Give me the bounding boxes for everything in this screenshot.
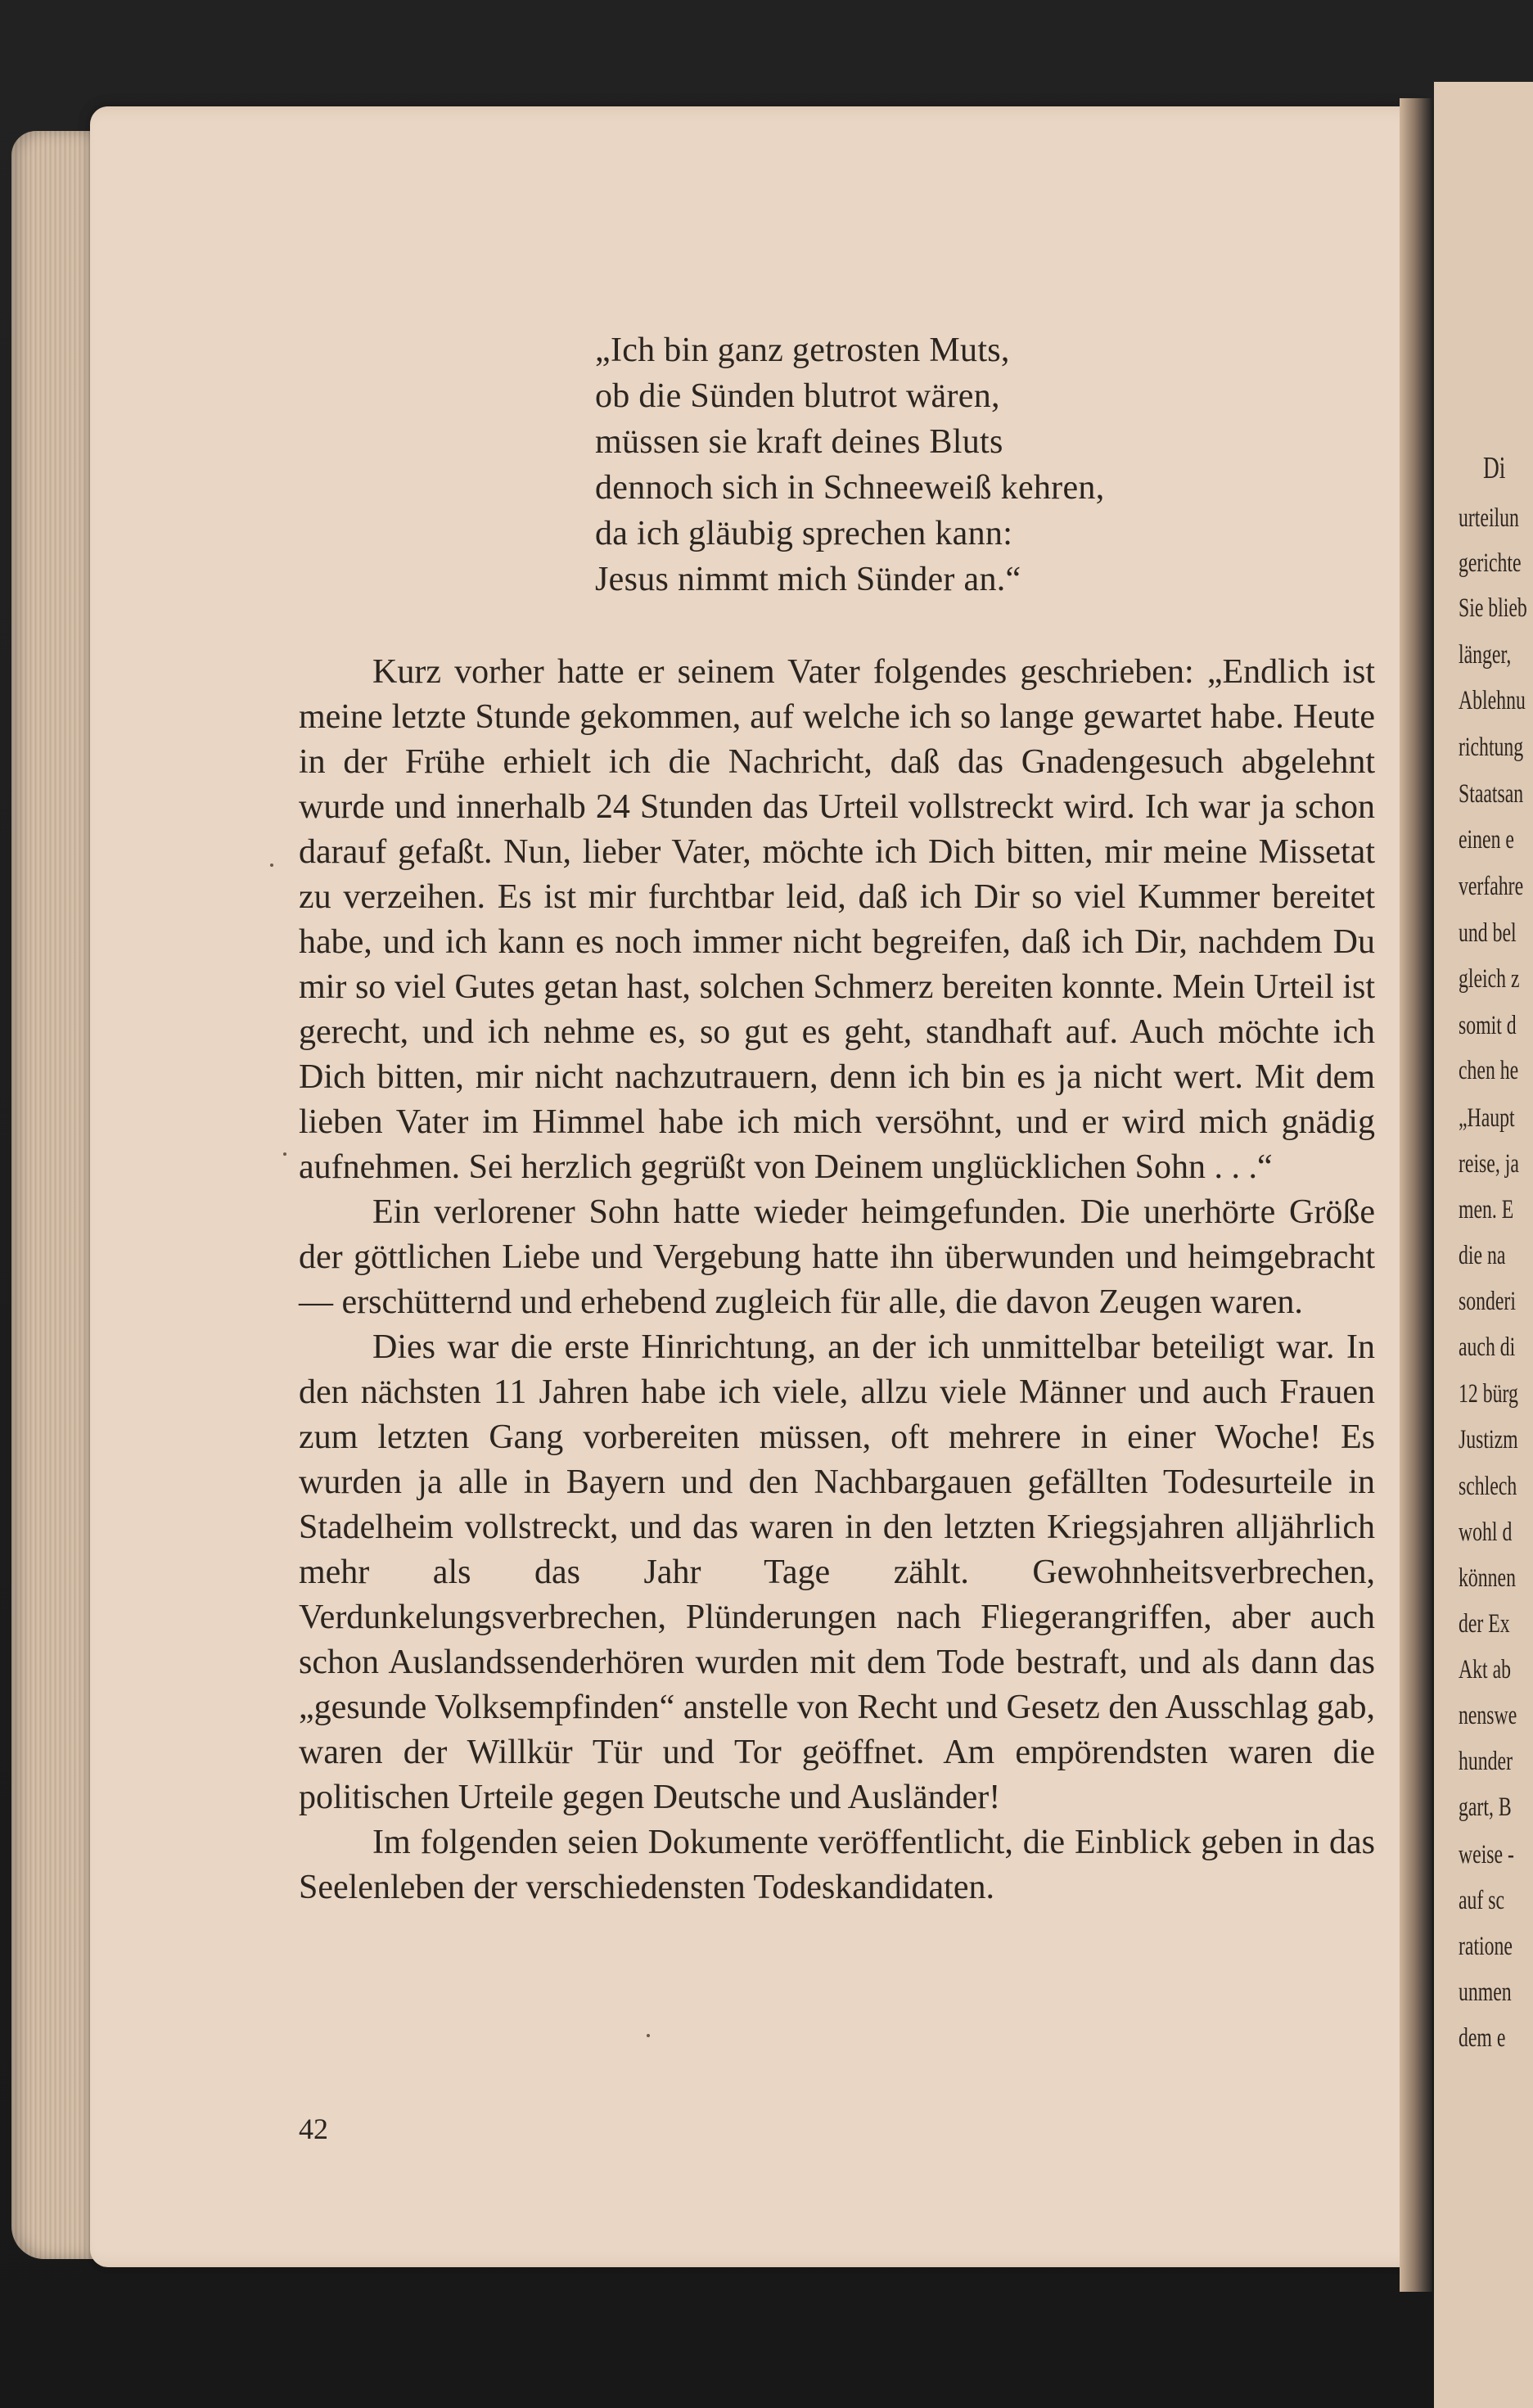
next-page-line: urteilun <box>1459 503 1519 533</box>
next-page-line: auf sc <box>1459 1886 1505 1915</box>
verse-line: da ich gläubig sprechen kann: <box>595 515 1013 552</box>
paragraph: Kurz vorher hatte er seinem Vater folgendes geschrieben: „Endlich ist meine letzte Stunde gekommen, auf welche ich so lange gewartet habe. Heute in der Frühe erhielt ich die Nachricht, daß das Gnadengesuch abgelehnt wurde und innerhalb 24 Stunden das Urteil vollstreckt wird. Ich war ja schon darauf gefaßt. Nun, lieber Vater, möchte ich Dich bitten, mir meine Missetat zu verzeihen. Es ist mir furchtbar leid, daß ich Dir so viel Kummer bereitet habe, und ich kann es noch immer nicht begreifen, daß ich Dir, nachdem Du mir so viel Gutes getan hast, solchen Schmerz bereiten konnte. Mein Urteil ist gerecht, und ich nehme es, so gut es geht, standhaft auf. Auch möchte ich Dich bitten, mir nicht nachzutrauern, denn ich bin es ja nicht wert. Mit dem lieben Vater im Himmel habe ich mich versöhnt, und er wird mich gnädig aufnehmen. Sei herzlich gegrüßt von Deinem unglücklichen Sohn . . .“ <box>299 653 1375 1186</box>
next-page-line: können <box>1459 1563 1516 1593</box>
book-gutter <box>1400 98 1432 2292</box>
verse-line: Jesus nimmt mich Sünder an.“ <box>595 561 1021 598</box>
next-page-line: sonderi <box>1459 1287 1516 1316</box>
next-page-line: men. E <box>1459 1195 1514 1224</box>
next-page-line: reise, ja <box>1459 1149 1519 1179</box>
next-page-line: dem e <box>1459 2023 1506 2053</box>
paragraph: Ein verlorener Sohn hatte wieder heimgefunden. Die unerhörte Größe der göttlichen Liebe und Vergebung hatte ihn überwunden und heimgebracht — erschütternd und erhebend zugleich für alle, die davon Zeugen waren. <box>299 1193 1375 1321</box>
page-text <box>299 327 1375 1910</box>
next-page-line: länger, <box>1459 640 1512 670</box>
paper-speck <box>283 1152 286 1156</box>
next-page-line: schlech <box>1459 1472 1517 1501</box>
next-page-line: gleich z <box>1459 964 1520 994</box>
next-page-line: nenswe <box>1459 1701 1517 1730</box>
paper-speck <box>270 864 273 867</box>
next-page-line: ratione <box>1459 1932 1513 1961</box>
next-page-line: Staatsan <box>1459 779 1524 809</box>
paragraph: Dies war die erste Hinrichtung, an der ich unmittelbar beteiligt war. In den nächsten 11 Jahren habe ich viele, allzu viele Männer und auch Frauen zum letzten Gang vorbereiten müssen, oft mehrere in einer Woche! Es wurden ja alle in Bayern und den Nachbargauen gefällten Todesurteile in Stadelheim vollstreckt, und das waren in den letzten Kriegsjahren alljährlich mehr als das Jahr Tage zählt. Gewohnheitsverbrechen, Verdunkelungsverbrechen, Plünderungen nach Fliegerangriffen, aber auch schon Auslandssenderhören wurden mit dem Tode bestraft, und als dann das „gesunde Volksempfinden“ anstelle von Recht und Gesetz den Ausschlag gab, waren der Willkür Tür und Tor geöffnet. Am empörendsten waren die politischen Urteile gegen Deutsche und Ausländer! <box>299 1328 1375 1816</box>
next-page-line: weise - <box>1459 1840 1514 1869</box>
paragraph: Im folgenden seien Dokumente veröffentlicht, die Einblick geben in das Seelenleben der verschiedensten Todeskandidaten. <box>299 1824 1375 1906</box>
next-page-line: einen e <box>1459 825 1514 855</box>
hymn-verse <box>595 327 1375 602</box>
next-page-line: richtung <box>1459 733 1524 762</box>
next-page-line: unmen <box>1459 1977 1512 2007</box>
verse-line: ob die Sünden blutrot wären, <box>595 377 1000 415</box>
next-page-line: chen he <box>1459 1056 1519 1085</box>
next-page-line: hunder <box>1459 1747 1513 1776</box>
next-page-line: somit d <box>1459 1011 1517 1040</box>
paper-speck <box>647 2034 650 2037</box>
next-page-line: Akt ab <box>1459 1655 1512 1684</box>
next-page-line: gart, B <box>1459 1792 1512 1822</box>
next-page-line: auch di <box>1459 1333 1516 1362</box>
next-page-fragment <box>1434 82 1533 2408</box>
next-page-line: Sie blieb <box>1459 593 1527 623</box>
next-page-line: Ablehnu <box>1459 686 1526 715</box>
page-number: 42 <box>299 2113 328 2145</box>
verse-line: dennoch sich in Schneeweiß kehren, <box>595 469 1105 507</box>
next-page-line: die na <box>1459 1241 1506 1270</box>
next-page-line: der Ex <box>1459 1609 1510 1639</box>
next-page-line: Justizm <box>1459 1425 1518 1454</box>
next-page-line: verfahre <box>1459 872 1524 901</box>
next-page-line: wohl d <box>1459 1517 1513 1547</box>
next-page-line: 12 bürg <box>1459 1379 1518 1409</box>
verse-line: „Ich bin ganz getrosten Muts, <box>595 331 1010 369</box>
next-page-line: und bel <box>1459 918 1517 948</box>
next-page-line: „Haupt <box>1459 1103 1515 1133</box>
next-page-line: gerichte <box>1459 548 1522 578</box>
next-page-line: Di <box>1483 451 1506 485</box>
verse-line: müssen sie kraft deines Bluts <box>595 423 1003 461</box>
